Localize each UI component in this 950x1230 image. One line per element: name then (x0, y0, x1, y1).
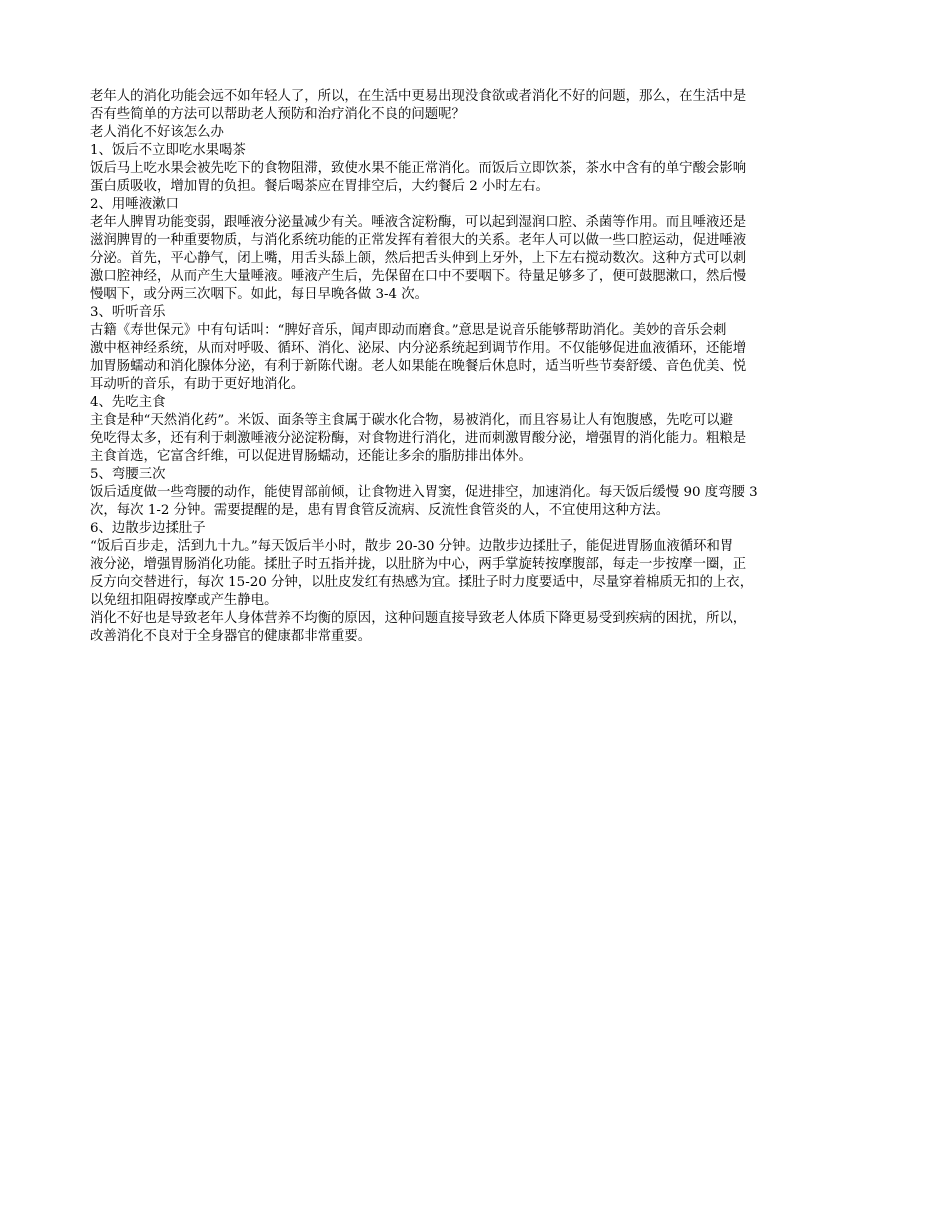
section-line: 以免纽扣阻碍按摩或产生静电。 (90, 593, 278, 608)
section-line: 激中枢神经系统，从而对呼吸、循环、消化、泌尿、内分泌系统起到调节作用。不仅能够促进血液循环，还能增 (90, 341, 747, 356)
section-line: 耳动听的音乐，有助于更好地消化。 (90, 377, 305, 392)
section-line: 饭后马上吃水果会被先吃下的食物阻滞，致使水果不能正常消化。而饭后立即饮茶，茶水中含有的单宁酸会影响 (90, 161, 747, 176)
section-line: 加胃肠蠕动和消化腺体分泌，有利于新陈代谢。老人如果能在晚餐后休息时，适当听些节奏舒缓、音色优美、悦 (90, 359, 747, 374)
section-line: 次，每次 1-2 分钟。需要提醒的是，患有胃食管反流病、反流性食管炎的人，不宜使用这种方法。 (90, 503, 670, 518)
section-heading: 3、听听音乐 (90, 305, 166, 320)
section-line: 慢咽下，或分两三次咽下。如此，每日早晚各做 3-4 次。 (90, 287, 429, 302)
article-title: 老人消化不好该怎么办 (90, 125, 224, 140)
section-line: 古籍《寿世保元》中有句话叫：“脾好音乐，闻声即动而磨食。”意思是说音乐能够帮助消化。美妙的音乐会刺 (90, 323, 727, 338)
section-6 (90, 520, 852, 610)
conclusion-line: 改善消化不良对于全身器官的健康都非常重要。 (90, 629, 372, 644)
conclusion-paragraph (90, 610, 852, 646)
section-line: 滋润脾胃的一种重要物质，与消化系统功能的正常发挥有着很大的关系。老年人可以做一些口腔运动，促进唾液 (90, 233, 747, 248)
section-line: 主食首选，它富含纤维，可以促进胃肠蠕动，还能让多余的脂肪排出体外。 (90, 449, 532, 464)
section-line: 免吃得太多，还有利于刺激唾液分泌淀粉酶，对食物进行消化，进而刺激胃酸分泌，增强胃的消化能力。粗粮是 (90, 431, 747, 446)
section-line: 老年人脾胃功能变弱，跟唾液分泌量减少有关。唾液含淀粉酶，可以起到湿润口腔、杀菌等作用。而且唾液还是 (90, 215, 747, 230)
section-heading: 6、边散步边揉肚子 (90, 521, 206, 536)
section-heading: 5、弯腰三次 (90, 467, 166, 482)
intro-line: 老年人的消化功能会远不如年轻人了，所以，在生活中更易出现没食欲或者消化不好的问题，那么，在生活中是 (90, 89, 747, 104)
section-line: 分泌。首先，平心静气，闭上嘴，用舌头舔上颌，然后把舌头伸到上牙外，上下左右搅动数次。这种方式可以刺 (90, 251, 747, 266)
section-3 (90, 304, 852, 394)
intro-line: 否有些简单的方法可以帮助老人预防和治疗消化不良的问题呢？ (90, 107, 465, 122)
section-heading: 1、饭后不立即吃水果喝茶 (90, 143, 246, 158)
section-line: 液分泌，增强胃肠消化功能。揉肚子时五指并拢，以肚脐为中心，两手掌旋转按摩腹部，每走一步按摩一圈，正 (90, 557, 747, 572)
conclusion-line: 消化不好也是导致老年人身体营养不均衡的原因，这种问题直接导致老人体质下降更易受到疾病的困扰，所以， (90, 611, 747, 626)
section-line: 主食是种“天然消化药”。米饭、面条等主食属于碳水化合物，易被消化，而且容易让人有饱腹感，先吃可以避 (90, 413, 734, 428)
article-body (90, 88, 852, 646)
section-line: 反方向交替进行，每次 15-20 分钟，以肚皮发红有热感为宜。揉肚子时力度要适中，尽量穿着棉质无扣的上衣， (90, 575, 754, 590)
section-line: 蛋白质吸收，增加胃的负担。餐后喝茶应在胃排空后，大约餐后 2 小时左右。 (90, 179, 549, 194)
section-line: 饭后适度做一些弯腰的动作，能使胃部前倾，让食物进入胃窦，促进排空，加速消化。每天饭后缓慢 90 度弯腰 3 (90, 485, 758, 500)
section-2 (90, 196, 852, 304)
section-heading: 2、用唾液漱口 (90, 197, 179, 212)
section-line: 激口腔神经，从而产生大量唾液。唾液产生后，先保留在口中不要咽下。待量足够多了，便可鼓腮漱口，然后慢 (90, 269, 747, 284)
section-4 (90, 394, 852, 466)
section-5 (90, 466, 852, 520)
section-1 (90, 142, 852, 196)
section-line: “饭后百步走，活到九十九。”每天饭后半小时，散步 20-30 分钟。边散步边揉肚子，能促进胃肠血液循环和胃 (90, 539, 734, 554)
section-heading: 4、先吃主食 (90, 395, 166, 410)
intro-paragraph (90, 88, 852, 124)
